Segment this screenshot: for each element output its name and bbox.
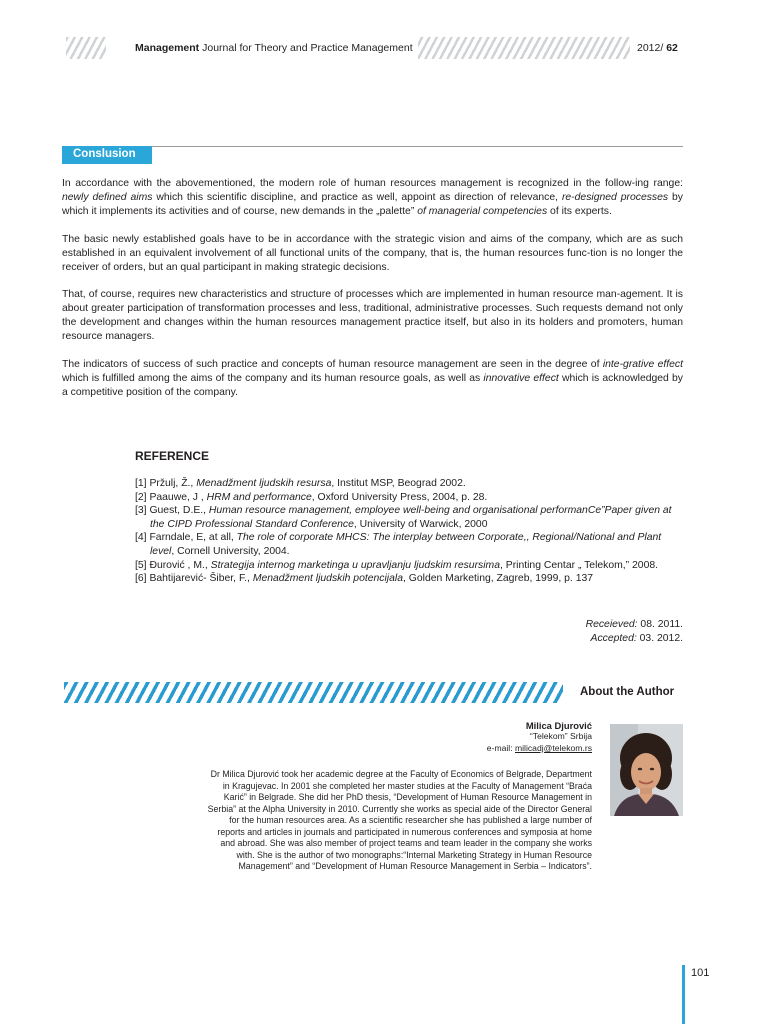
author-company: “Telekom” Srbija — [529, 731, 592, 742]
author-email-link[interactable]: milicadj@telekom.rs — [514, 742, 592, 753]
text-run: , Golden Marketing, Zagreb, 1999, p. 137 — [403, 573, 594, 585]
text-run: That, of course, requires new characteristics and structure of processes which are implemented in human resource man-agement. It is about greater participation of transformation processes and less, traditional, administrative processes. Such requests demand not only the development and changes within the human resources management practice itself, but also in its holders and promoters, human resource managers. — [62, 289, 683, 343]
bio-line: reports and articles in journals and participated in numerous conferences and symposia at home — [217, 826, 592, 837]
text-run: [4] Farndale, E, at all, — [135, 532, 237, 544]
conclusion-paragraph — [62, 177, 683, 219]
text-run: , University of Warwick, 2000 — [353, 518, 488, 530]
page-number-bar — [682, 965, 685, 1024]
italic-text: Strategija internog marketinga u upravljanju ljudskim resursima — [210, 559, 500, 571]
bio-line: in Kragujevac. In 2001 she completed her master studies at the Faculty of Management “Braća — [222, 780, 592, 791]
reference-item — [135, 531, 683, 558]
text-run: , Oxford University Press, 2004, p. 28. — [311, 491, 488, 503]
bio-line: Management” and “Development of Human Resource Management in Serbia – Indicators”. — [238, 861, 592, 871]
bio-line: Dr Milica Djurović took her academic degree at the Faculty of Economics of Belgrade, Department — [210, 769, 592, 779]
italic-text: inte-grative effect — [602, 359, 683, 371]
italic-text: Menadžment ljudskih resursa — [196, 478, 332, 489]
italic-text: The role of corporate MHCS: The interplay between Corporate,, Regional/National and Plant level — [150, 532, 662, 557]
italic-text: re-designed processes — [561, 191, 669, 203]
header-hatch-left — [66, 37, 106, 59]
text-run: [1] Pržulj, Ž., — [135, 478, 197, 489]
about-author-heading: About the Author — [580, 686, 675, 698]
author-contact — [360, 720, 592, 754]
received-label: Receieved: — [585, 619, 638, 630]
bio-line: Serbia” at the Alpha University in 2010. Currently she works as special aide of the Director General — [207, 803, 592, 814]
conclusion-paragraph — [62, 358, 683, 400]
text-run: [2] Paauwe, J , — [135, 491, 207, 503]
italic-text: Menadžment ljudskih potencijala — [252, 573, 403, 585]
text-run: , Printing Centar „ Telekom,” 2008. — [499, 559, 659, 571]
text-run: which is acknowledged by a competitive position of the company. — [62, 372, 683, 398]
reference-item — [135, 572, 683, 586]
conclusion-paragraph — [62, 233, 683, 275]
author-name: Milica Djurović — [525, 720, 592, 731]
reference-item — [135, 559, 683, 573]
text-run: of its experts. — [547, 205, 612, 217]
journal-name: Management — [135, 42, 200, 54]
article-dates — [440, 618, 683, 645]
issue-number — [637, 42, 678, 54]
italic-text: HRM and performance — [206, 491, 312, 503]
italic-text: newly defined aims — [62, 191, 153, 203]
bio-line: and abroad. She was also member of project teams and team leader in the company she works — [220, 838, 592, 848]
issue-count: 62 — [663, 42, 678, 54]
reference-item — [135, 477, 683, 491]
text-run: In accordance with the abovementioned, the modern role of human resources management is recognized in the follow-ing range: — [62, 178, 683, 189]
received-value: 08. 2011. — [637, 619, 683, 630]
accepted-label: Accepted: — [590, 632, 637, 644]
journal-subtitle: Journal for Theory and Practice Management — [199, 42, 413, 54]
author-email-line — [360, 743, 592, 754]
bio-line: for the human resources area. As a scientific researcher she has published a large number of — [229, 815, 592, 825]
accepted-line — [440, 632, 683, 646]
reference-item — [135, 491, 683, 505]
text-run: The indicators of success of such practice and concepts of human resource management are seen in the degree of — [62, 359, 603, 371]
section-label-conclusion: Conslusion — [62, 146, 152, 164]
section-rule — [152, 146, 683, 147]
text-run: The basic newly established goals have to be in accordance with the strategic vision and aims of the company, which are as such established in an equivalent involvement of all functional units of the company, that is, the human resources func-tion is no longer the receiver of orders, but an qual participant in making strategic decisions. — [62, 233, 683, 273]
email-label: e-mail: — [486, 742, 515, 753]
text-run: [3] Guest, D.E., — [135, 505, 209, 517]
reference-list — [135, 477, 683, 586]
text-run: which this scientific discipline, and practice as well, appoint as direction of relevance, — [152, 191, 562, 203]
author-photo — [610, 724, 683, 816]
issue-year: 2012/ — [637, 42, 664, 54]
author-portrait — [610, 724, 683, 816]
italic-text: innovative effect — [483, 372, 559, 384]
bio-line: with. She is the author of two monographs:“Internal Marketing Strategy in Human Resource — [236, 849, 592, 860]
header-hatch-middle — [418, 37, 630, 59]
journal-title — [135, 42, 413, 54]
bio-line: Karić” in Belgrade. She did her PhD thesis, “Development of Human Resource Management in — [223, 792, 592, 802]
conclusion-paragraph — [62, 288, 683, 344]
received-line — [440, 618, 683, 632]
text-run: [6] Bahtijarević- Šiber, F., — [135, 573, 253, 585]
about-hatch — [64, 682, 563, 703]
author-bio — [120, 769, 592, 873]
text-run: which is fulfilled among the aims of the company and its human resource goals, as well as — [62, 372, 484, 384]
text-run: by which it implements its activities and of course, new demands in the „palette” — [62, 191, 683, 217]
text-run: , Cornell University, 2004. — [171, 545, 290, 557]
accepted-value: 03. 2012. — [636, 632, 683, 644]
page-number: 101 — [691, 967, 710, 979]
text-run: , Institut MSP, Beograd 2002. — [331, 478, 466, 489]
text-run: [5] Đurović , M., — [135, 559, 211, 571]
italic-text: of managerial competencies — [417, 205, 548, 217]
reference-item — [135, 504, 683, 531]
italic-text: Human resource management, employee well-being and organisational performanCe”Paper given at the CIPD Professional Standard Conference — [150, 505, 672, 530]
references-heading: REFERENCE — [135, 449, 210, 463]
conclusion-body — [62, 177, 683, 400]
